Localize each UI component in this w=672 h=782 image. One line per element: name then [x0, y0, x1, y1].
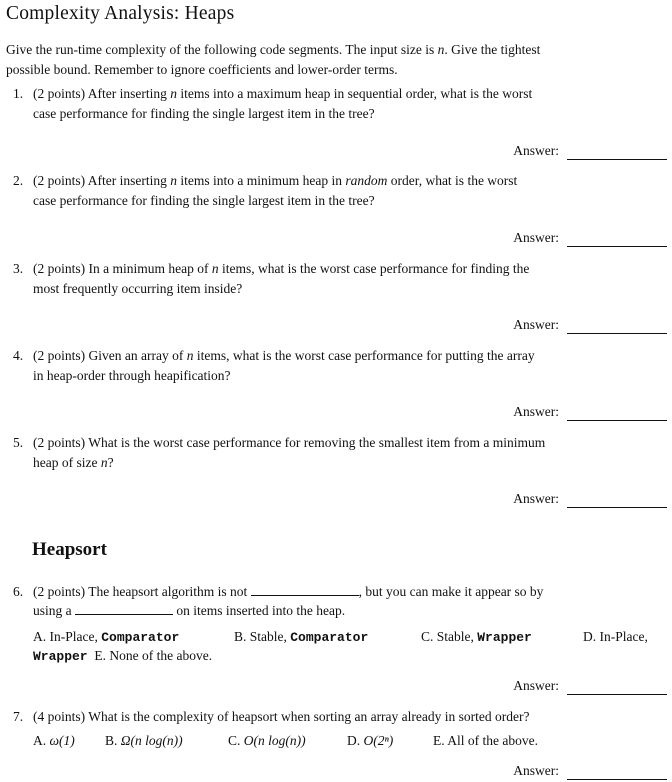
- q6-blank-1[interactable]: [251, 582, 359, 596]
- q7-option-e[interactable]: E. All of the above.: [433, 733, 538, 748]
- worksheet-page: Complexity Analysis: Heaps Give the run-time complexity of the following code segments. The input size is n. Give the tightest possible bound. Remember to ignore coefficients and lower-order terms. 1. (2 points) After inserting n items into a maximum heap in sequential order, what is the worst case performance for finding the single largest item in the tree? Answer: 2. (2 points) After inserting n items into a minimum heap in random order, what is the worst case performance for finding the single largest item in the tree? Answer: 3. (2 points) In a minimum heap of n items, what is the worst case performance for finding the most frequently occurring item inside? Answer: 4. (2 points) Given an array of n items, what is the worst case performance for putting the array in heap-order through heapification? Answer: 5. (2 points) What is the worst case performance for removing the smallest item from a minimum heap of size n? Answer: Heapsort 6. (2 points) The heapsort algorithm is not , but you can make it appear so by using a on items inserted into the heap. A. In-Place, Comparator B. Stable, Comparator C. Stable, Wrapper D. In-Place, Wrapper E. None of the above. Answer: 7. (4 points) What is the complexity of heapsort when sorting an array already in sorted order? A. ω(1) B. Ω(n log(n)) C. O(n log(n)) D. O(2ⁿ) E. All of the above. Answer:: [0, 0, 672, 782]
- q6-option-b[interactable]: B. Stable, Comparator: [234, 629, 369, 645]
- answer-2: Answer:: [513, 228, 667, 247]
- q6-option-d-label[interactable]: D. In-Place,: [583, 629, 648, 644]
- answer-6: Answer:: [513, 676, 667, 695]
- q7-option-b[interactable]: B. Ω(n log(n)): [105, 733, 183, 748]
- answer-4-blank[interactable]: [567, 406, 667, 421]
- answer-6-blank[interactable]: [567, 680, 667, 695]
- q7-option-c[interactable]: C. O(n log(n)): [228, 733, 306, 748]
- answer-1-blank[interactable]: [567, 145, 667, 160]
- q7-option-d[interactable]: D. O(2ⁿ): [347, 733, 394, 748]
- q6-option-d-code[interactable]: Wrapper: [33, 649, 88, 664]
- q6-option-c[interactable]: C. Stable, Wrapper: [421, 629, 532, 645]
- answer-2-blank[interactable]: [567, 232, 667, 247]
- q7-option-a[interactable]: A. ω(1): [33, 733, 75, 748]
- answer-5: Answer:: [513, 489, 667, 508]
- page-title: Complexity Analysis: Heaps: [6, 3, 235, 24]
- answer-5-blank[interactable]: [567, 493, 667, 508]
- section-heading-heapsort: Heapsort: [32, 539, 107, 560]
- answer-4: Answer:: [513, 402, 667, 421]
- answer-3-blank[interactable]: [567, 319, 667, 334]
- intro-line-2: possible bound. Remember to ignore coefficients and lower-order terms.: [6, 62, 398, 77]
- answer-1: Answer:: [513, 141, 667, 160]
- intro-line-1: Give the run-time complexity of the following code segments. The input size is n. Give the tightest: [6, 42, 541, 57]
- answer-3: Answer:: [513, 315, 667, 334]
- q6-option-e[interactable]: E. None of the above.: [94, 648, 213, 663]
- answer-7-blank[interactable]: [567, 765, 667, 780]
- answer-7: Answer:: [513, 761, 667, 780]
- q6-blank-2[interactable]: [75, 601, 173, 615]
- q6-option-a[interactable]: A. In-Place, Comparator: [33, 629, 180, 645]
